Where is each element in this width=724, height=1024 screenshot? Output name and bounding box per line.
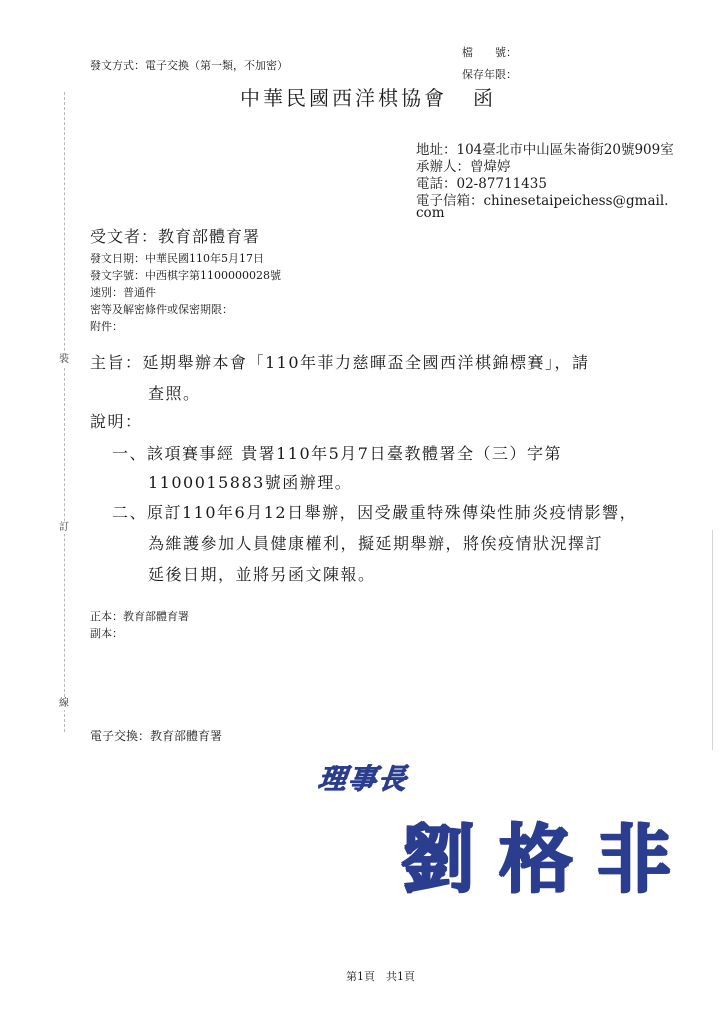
contact-handler: 承辦人：曾煒婷 bbox=[416, 159, 511, 175]
file-number-label: 檔 號： bbox=[462, 46, 517, 59]
delivery-speed: 速別：普通件 bbox=[90, 286, 156, 299]
delivery-method: 發文方式：電子交換（第一類，不加密） bbox=[90, 59, 288, 72]
chairman-name-stamp: 劉格非 bbox=[400, 816, 694, 902]
page-title bbox=[240, 82, 496, 111]
recipient: 受文者：教育部體育署 bbox=[90, 227, 261, 246]
secrecy-level: 密等及解密條件或保密期限： bbox=[90, 303, 233, 316]
explanation-item-1: 一、該項賽事經 貴署110年5月7日臺教體署全（三）字第 bbox=[112, 444, 562, 463]
binding-mark-ding: 訂 bbox=[59, 522, 69, 533]
electronic-exchange: 電子交換：教育部體育署 bbox=[90, 729, 223, 743]
attachment: 附件： bbox=[90, 320, 123, 333]
binding-guide-line bbox=[64, 92, 65, 732]
organization-name: 中華民國西洋棋協會 bbox=[240, 86, 447, 110]
subject-line-continued: 查照。 bbox=[148, 384, 201, 403]
contact-email-continued: com bbox=[416, 205, 445, 221]
binding-mark-zhuang: 裝 bbox=[59, 354, 69, 365]
document-type: 函 bbox=[473, 86, 496, 110]
distribution-copy: 副本： bbox=[90, 627, 123, 640]
contact-address: 地址：104臺北市中山區朱崙街20號909室 bbox=[416, 142, 674, 158]
scan-edge-line bbox=[712, 530, 713, 750]
explanation-item-2: 二、原訂110年6月12日舉辦，因受嚴重特殊傳染性肺炎疫情影響， bbox=[112, 503, 638, 522]
page-number: 第1頁 共1頁 bbox=[346, 970, 415, 983]
subject-line: 主旨：延期舉辦本會「110年菲力慈暉盃全國西洋棋錦標賽」，請 bbox=[90, 353, 590, 372]
binding-mark-xian: 線 bbox=[59, 698, 69, 709]
distribution-main: 正本：教育部體育署 bbox=[90, 610, 189, 623]
chairman-title-stamp: 理事長 bbox=[316, 762, 410, 795]
explanation-heading: 說明： bbox=[90, 412, 143, 431]
document-number: 發文字號：中西棋字第1100000028號 bbox=[90, 269, 281, 282]
explanation-item-1-continued: 1100015883號函辦理。 bbox=[148, 473, 353, 492]
contact-email: 電子信箱：chinesetaipeichess@gmail. bbox=[416, 193, 669, 209]
issue-date: 發文日期：中華民國110年5月17日 bbox=[90, 252, 264, 265]
retention-period-label: 保存年限： bbox=[462, 68, 517, 81]
explanation-item-2-line-3: 延後日期，並將另函文陳報。 bbox=[148, 565, 376, 584]
contact-phone: 電話：02-87711435 bbox=[416, 176, 547, 192]
explanation-item-2-line-2: 為維護參加人員健康權利，擬延期舉辦，將俟疫情狀況擇訂 bbox=[148, 534, 604, 553]
